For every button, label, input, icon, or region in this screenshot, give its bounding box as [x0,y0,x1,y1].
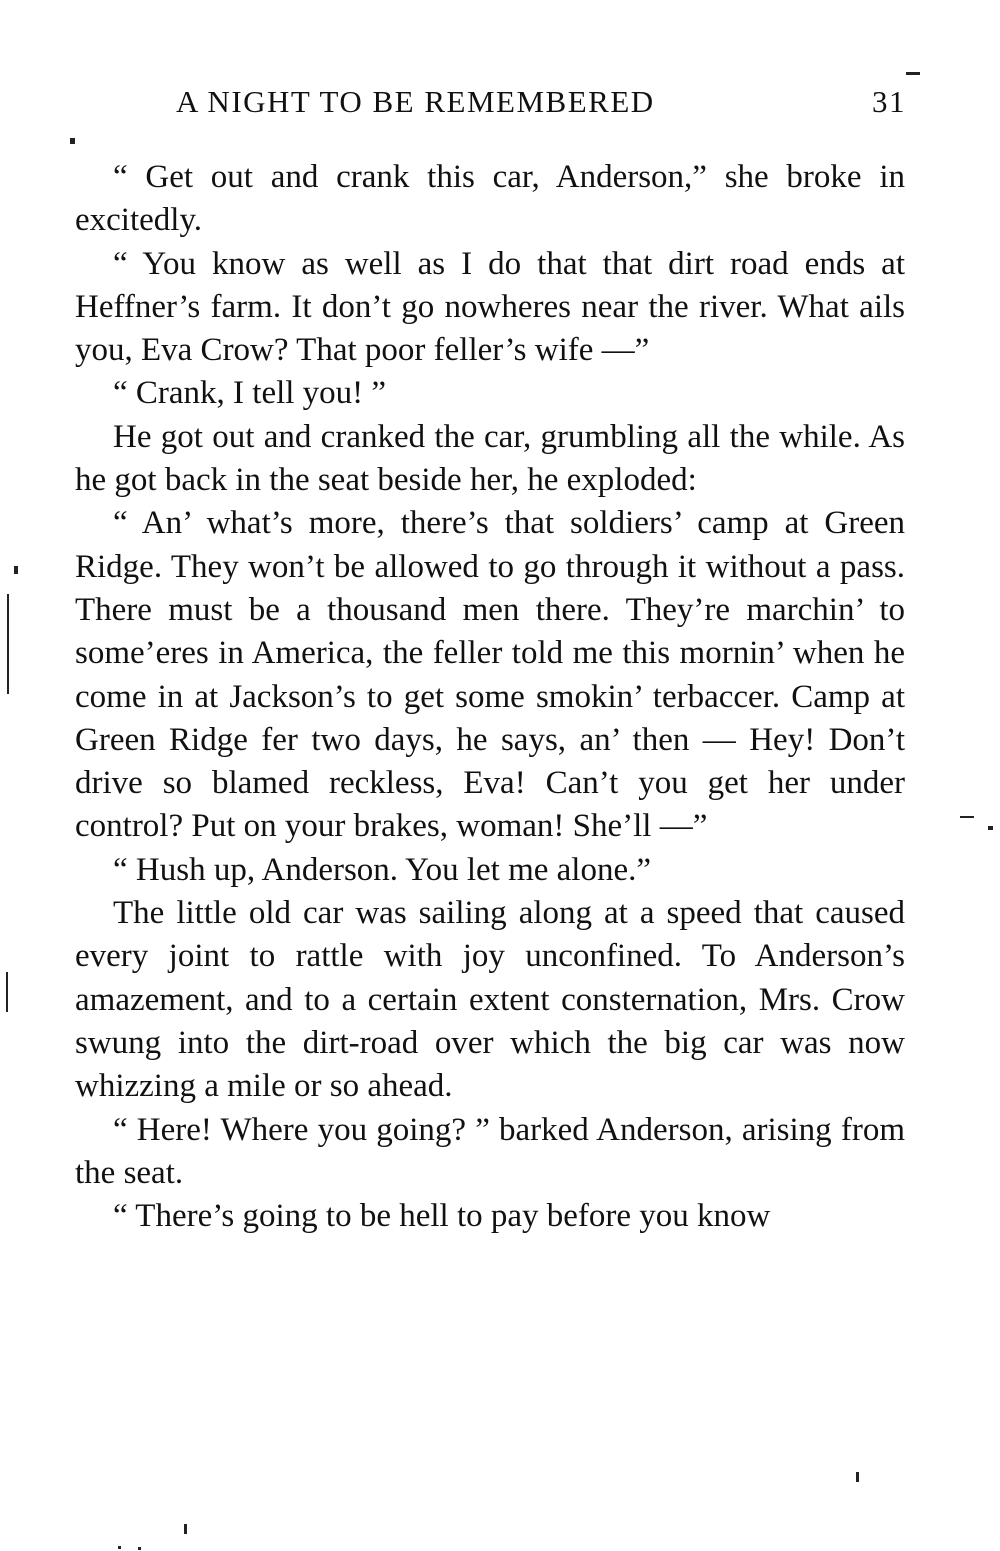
scan-mark [6,972,8,1012]
scan-mark [14,566,18,574]
page-body [75,156,905,1238]
paragraph: The little old car was sailing along at a speed that caused every joint to rattle with joy unconfined. To Anderson’s amazement, and to a certain extent consternation, Mrs. Crow swung into the dirt-road over which the big car was now whizzing a mile or so ahead. [75,895,905,1105]
scan-mark [70,138,75,144]
paragraph: He got out and cranked the car, grumbling all the while. As he got back in the seat beside her, he exploded: [75,418,905,499]
paragraph: “ Hush up, Anderson. You let me alone.” [113,851,652,888]
paragraph: “ Get out and crank this car, Anderson,” she broke in excitedly. [75,159,905,239]
paragraph: “ Crank, I tell you! ” [113,375,387,412]
page-header [176,84,906,130]
scan-mark [7,594,9,694]
scan-mark [184,1524,187,1534]
scan-mark [988,826,993,830]
paragraph: “ Here! Where you going? ” barked Anderson, arising from the seat. [75,1111,905,1191]
scan-mark [138,1547,141,1550]
paragraph: “ You know as well as I do that that dirt road ends at Heffner’s farm. It don’t go nowheres near the river. What ails you, Eva Crow? That poor feller’s wife —” [75,245,905,369]
scan-mark [118,1546,121,1549]
running-head: A NIGHT TO BE REMEMBERED [176,84,655,119]
paragraph: “ An’ what’s more, there’s that soldiers’ camp at Green Ridge. They won’t be allowed to go through it without a pass. There must be a thousand men there. They’re marchin’ to some’eres in America, the feller told me this mornin’ when he come in at Jackson’s to get some smokin’ terbaccer. Camp at Green Ridge fer two days, he says, an’ then — Hey! Don’t drive so blamed reckless, Eva! Can’t you get her under control? Put on your brakes, woman! She’ll —” [75,505,905,845]
paragraph: “ There’s going to be hell to pay before you know [113,1198,771,1235]
scan-mark [856,1472,859,1482]
page-number: 31 [872,84,906,119]
scan-mark [906,72,920,75]
scan-mark [960,816,974,818]
